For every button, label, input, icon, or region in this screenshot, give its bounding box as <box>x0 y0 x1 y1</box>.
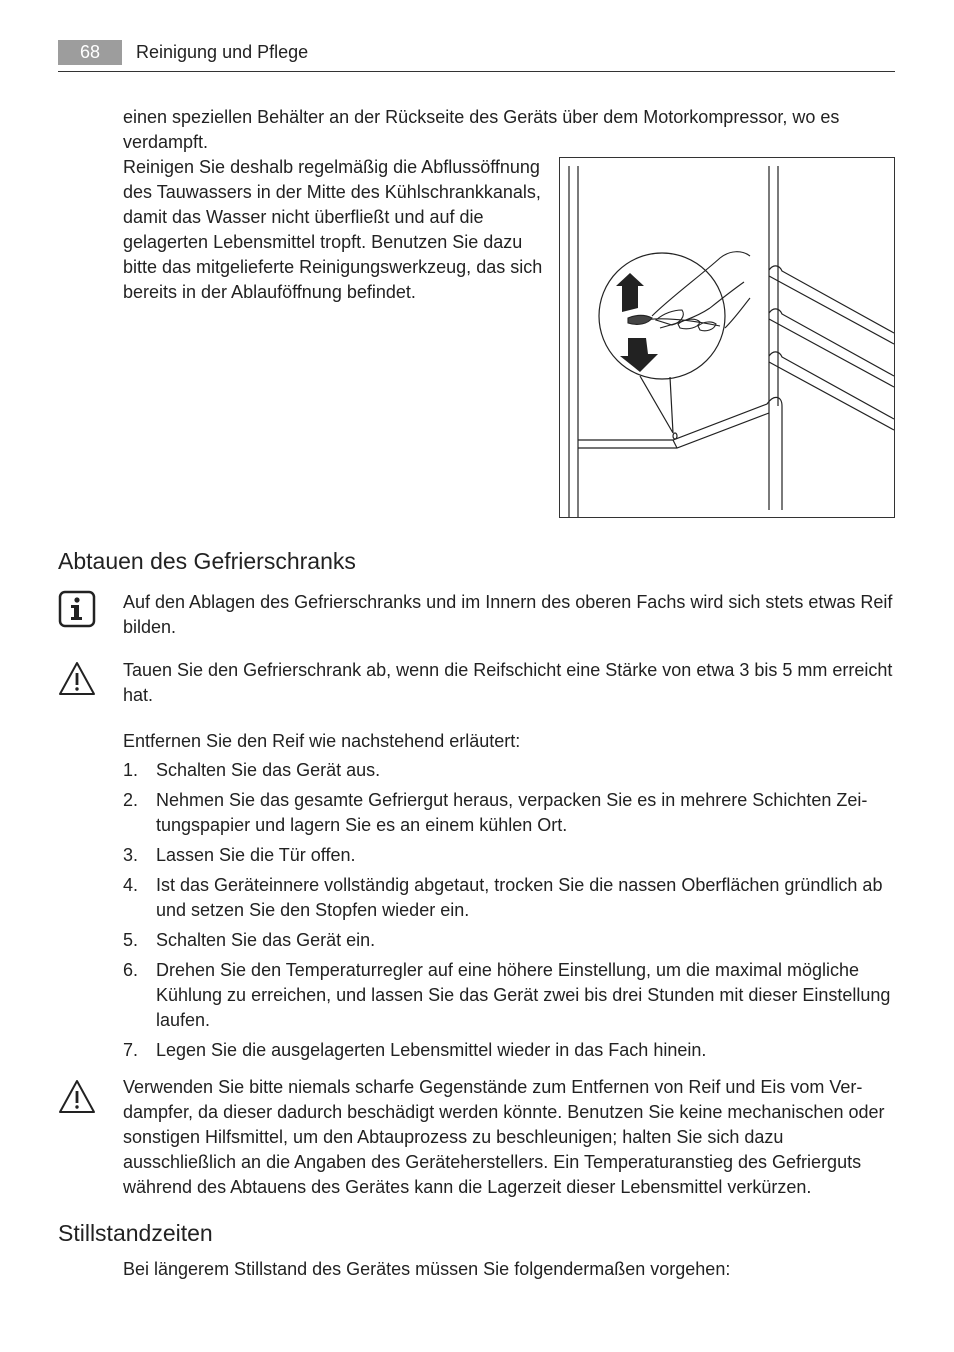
steps-intro: Entfernen Sie den Reif wie nachstehend erläutert: <box>123 731 521 751</box>
step-number: 5. <box>123 930 139 950</box>
step-number: 6. <box>123 960 139 980</box>
standstill-paragraph: Bei längerem Stillstand des Gerätes müssen Sie folgendermaßen vorgehen: <box>123 1259 731 1279</box>
step-text: Lassen Sie die Tür offen. <box>156 845 356 865</box>
step-number: 3. <box>123 845 139 865</box>
page-number: 68 <box>58 40 122 65</box>
warning-icon <box>58 660 96 698</box>
step-number: 2. <box>123 790 139 810</box>
list-item <box>123 928 898 953</box>
list-item <box>123 873 898 923</box>
section-title-defrost: Abtauen des Gefrierschranks <box>58 548 356 574</box>
running-title: Reinigung und Pflege <box>136 42 309 62</box>
info-note: Auf den Ablagen des Gefrierschranks und im Innern des oberen Fachs wird sich stets etwas Reif bilden. <box>123 592 893 637</box>
intro-paragraph: einen speziellen Behälter an der Rückseite des Geräts über dem Motorkompressor, wo es verdampft. <box>123 107 840 152</box>
step-number: 1. <box>123 760 139 780</box>
final-warning-note: Verwenden Sie bitte niemals scharfe Gegenstände zum Entfernen von Reif und Eis vom Verdampfer, da dieser dadurch beschädigt werden könnte. Benutzen Sie keine mechanischen oder sonstigen Hilfsmittel, um den Abtauprozess zu beschleunigen; halten Sie sich dazu ausschließlich an die Angaben des Geräteherstellers. Ein Temperaturanstieg des Gefrierguts während des Abtauens des Gerätes kann die Lagerzeit dieser Lebensmittel verkürzen. <box>123 1077 885 1197</box>
step-number: 7. <box>123 1040 139 1060</box>
drain-cleaning-drawing <box>560 158 894 517</box>
step-text: Drehen Sie den Temperaturregler auf eine höhere Einstellung, um die maximal mögliche Kühlung zu erreichen, und lassen Sie das Gerät zwei bis drei Stunden mit dieser Einstellung laufen. <box>156 960 891 1030</box>
drain-cleaning-illustration <box>559 157 895 518</box>
info-icon <box>58 590 96 628</box>
page-header <box>58 40 895 72</box>
step-text: Schalten Sie das Gerät ein. <box>156 930 376 950</box>
list-item <box>123 1038 898 1063</box>
defrost-steps-list <box>123 758 898 1068</box>
list-item <box>123 958 898 1033</box>
list-item <box>123 843 898 868</box>
cleaning-paragraph: Reinigen Sie deshalb regelmäßig die Abflussöffnung des Tauwassers in der Mitte des Kühlschrankkanals, damit das Wasser nicht überfließt und auf die gelagerten Lebensmittel tropft. Benutzen Sie dazu bitte das mitgelieferte Reinigungswerkzeug, das sich bereits in der Ablauföffnung befindet. <box>123 157 543 302</box>
step-text: Ist das Geräteinnere vollständig abgetaut, trocken Sie die nassen Oberflächen gründlich ab und setzen Sie den Stopfen wieder ein. <box>156 875 883 920</box>
list-item <box>123 758 898 783</box>
list-item <box>123 788 898 838</box>
step-number: 4. <box>123 875 139 895</box>
step-text: Nehmen Sie das gesamte Gefriergut heraus, verpacken Sie es in mehrere Schichten Zeitungspapier und lagern Sie es an einem kühlen Ort. <box>156 790 868 835</box>
warning-icon <box>58 1078 96 1116</box>
section-title-standstill: Stillstandzeiten <box>58 1220 213 1246</box>
step-text: Legen Sie die ausgelagerten Lebensmittel wieder in das Fach hinein. <box>156 1040 707 1060</box>
warning-note: Tauen Sie den Gefrierschrank ab, wenn die Reifschicht eine Stärke von etwa 3 bis 5 mm erreicht hat. <box>123 660 893 705</box>
step-text: Schalten Sie das Gerät aus. <box>156 760 381 780</box>
